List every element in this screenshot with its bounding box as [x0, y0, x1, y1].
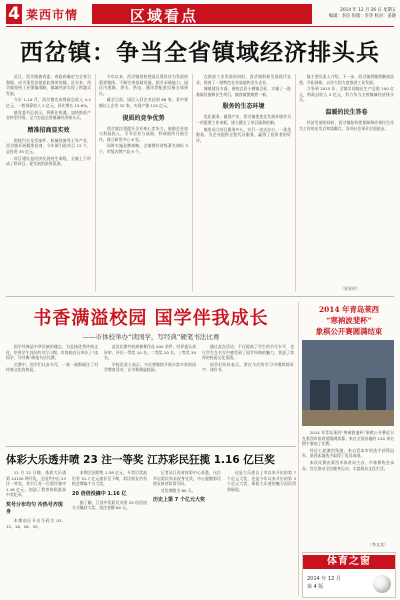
paragraph: 12 月 22 日晚，体彩大乐透第 14150 期开奖，全国共中出 23 注一等奖，其中江苏一位彩民独中 1.16 亿元，创造了我省体彩最高中奖纪录。 — [6, 470, 66, 498]
paragraph: 优化服务，做强产业，西岔镇把优化发展环境作为一项重要工作来抓，建立健全了项目服务机制。 — [196, 114, 291, 125]
paragraph: 记者从江苏省体彩中心获悉，这位幸运彩民尚未现身兑奖，中心提醒彩民朋友核对彩票号码。 — [153, 470, 221, 487]
ad-date: 2014 年 12 月 — [307, 576, 341, 582]
article2-subheadline: ——市体校举办“读国学，写经典”硬笔书法比赛 — [82, 333, 220, 341]
paragraph: 城镇建设方面，围绕宜居小城镇目标，实施了一批基础设施和民生项目，镇容镇貌焕然一新。 — [196, 86, 291, 97]
soccer-ball-icon — [373, 575, 391, 593]
article1-column-2 — [99, 74, 188, 292]
article2-headline: 书香满溢校园 国学伴我成长 — [33, 308, 269, 329]
article1-subheading-4: 温暖的民生答卷 — [325, 108, 368, 116]
article1-column-4 — [299, 74, 394, 284]
paragraph: 通过此次活动，不仅提高了学生的书写水平，也让学生在书写中感受到了国学经典的魅力，营造了浓厚的校园文化氛围。 — [202, 344, 294, 361]
photo-figure — [338, 384, 358, 412]
photo-figure — [366, 378, 386, 410]
paragraph: 本期前区开出号码为 03、12、16、26、35。 — [6, 517, 66, 529]
chess-tournament-body — [302, 430, 394, 548]
paragraph: 力争到 2015 年，全镇实现地区生产总值 100 亿元，财政总收入 5 亿元，努力争当全省镇域经济排头兵。 — [299, 86, 394, 103]
photo-figure — [310, 380, 330, 410]
article2-column-1 — [6, 344, 98, 444]
article3-headline: 体彩大乐透井喷 23 注一等奖 江苏彩民狂揽 1.16 亿巨奖 — [6, 454, 275, 466]
section-divider — [6, 446, 296, 447]
paragraph: 经过七轮激烈角逐，来自青岛市的选手获得冠军，莱西本地选手取得了优异成绩。 — [302, 447, 394, 459]
paragraph: 据了解，江苏中奖彩民采用 20 倍倍投方式擒获大奖，投注金额 60 元。 — [72, 499, 147, 511]
paragraph: 镇里成立项目服务中心，实行一站式办公、一条龙服务，为企业提供全程代办服务，赢得了投资者的好评。 — [196, 126, 291, 143]
ad-title: 体育之窗 — [303, 555, 395, 569]
paragraph: 今年以来，西岔镇坚持把园区建设作为发展的重要载体，不断完善基础设施，提升承载能力。园区内道路、供水、供电、通讯等配套设施全部到位。 — [99, 74, 188, 96]
headline-line: “寒衲波斐杯” — [326, 316, 372, 325]
paragraph: 西岔镇注重提升企业核心竞争力，鼓励企业加大科技投入，引导企业与高校、科研院所开展合作，建立研发中心 6 处。 — [99, 125, 188, 142]
paragraph: 此次比赛共收到参赛作品 200 余件，经评委认真评审，评出一等奖 10 名、二等奖 20 名、三等奖 30 名。 — [104, 344, 196, 361]
paragraph: 项目建设是经济发展的生命线，全镇上下形成了抓项目、促发展的浓厚氛围。 — [6, 155, 91, 167]
article1-byline: （宋亚玲） — [340, 286, 360, 291]
issue-date — [306, 8, 396, 19]
paragraph: 镇主要负责人介绍，下一步，西岔镇将继续解放思想、开拓创新，以更大的力度推进工业发展。 — [299, 74, 394, 85]
paragraph: 比赛中，同学们认真书写，一笔一画都倾注了对传统文化的热爱。 — [6, 361, 98, 373]
section-title: 区域看点 — [130, 7, 199, 25]
section-label: 莱西市情 — [26, 8, 79, 22]
article3-subheading-2: 20 倍倍投擒中 1.16 亿 — [72, 490, 127, 497]
paragraph: 近日，西岔镇被省委、省政府确定为全省百强镇，成为莱西首批获此殊荣的镇。近年来，西岔镇坚持工业强镇战略，镇域经济实现了跨越式发展。 — [6, 74, 91, 96]
header-divider — [6, 26, 394, 27]
paragraph: 学校负责人表示，今后将继续开展丰富多彩的国学教育活动，让书香满溢校园。 — [104, 361, 196, 373]
article3-column-4 — [227, 470, 296, 598]
paragraph: 今年 1-10 月，西岔镇完成财政总收入 4.2 亿元，一般预算收入 2 亿元，同比增长 15.6%。 — [6, 97, 91, 108]
ad-edition: 第 4 版 — [307, 584, 324, 590]
article2-column-3 — [202, 344, 294, 444]
article1-column-1 — [6, 74, 91, 292]
paragraph: 同学们纷纷表示，要在今后的学习中继续练好字、读好书。 — [202, 361, 294, 373]
article1-column-3 — [196, 74, 291, 292]
headline-line: 2014 年青岛莱西 — [318, 305, 380, 314]
paragraph: 本期全国销售 1.58 亿元，开奖后奖池仍有 31.7 亿元滚存至下期，彩民朋友仍有机会博取千万大奖。 — [72, 470, 147, 487]
column-divider — [298, 302, 299, 596]
article1-subheading-3: 服务的生态环境 — [222, 103, 265, 111]
paragraph: 镇党委书记表示，将抓住机遇，加快推进产业转型升级，全力打造全省镇域经济排头兵。 — [6, 109, 91, 121]
paragraph: 兑奖期限为 60 天。 — [160, 487, 196, 493]
article3-column-3 — [153, 470, 221, 598]
section-banner — [92, 4, 312, 24]
editor-line: 编辑：李洁 组版：李华 校对：姜晓 — [328, 13, 396, 19]
paragraph: 同时实施品牌战略，全镇拥有省级著名商标 5 个，市级名牌产品 9 个。 — [99, 143, 188, 154]
chess-tournament-byline: （李文龙） — [368, 542, 388, 547]
paragraph: 本次比赛由莱西市体育局主办，市象棋协会承办，旨在推动全民健身运动，丰富群众文化生活。 — [302, 459, 394, 471]
article2-column-2 — [104, 344, 196, 444]
column-divider — [95, 74, 96, 292]
paragraph: 围绕汽车及零部件、机械装备等主导产业，西岔镇开展精准招商，今年新引进项目 12 个，总投资 35 亿元。 — [6, 137, 91, 154]
paragraph: 在推进工业发展的同时，西岔镇积极发展现代农业，培育了一批特色农业基地和龙头企业。 — [196, 74, 291, 85]
column-divider — [295, 74, 296, 292]
chess-tournament-photo — [302, 340, 394, 426]
paragraph: 2014 年青岛莱西“寒衲波斐杯”象棋公开赛近日在莱西市体育馆圆满落幕，来自全国各地的 120 余名棋手参加了比赛。 — [302, 430, 394, 447]
sports-window-ad — [302, 552, 396, 598]
photo-table — [302, 410, 394, 426]
paragraph: 国学经典是中华民族的瑰宝，为弘扬优秀传统文化，培养学生良好的书写习惯，市体校近日举办了“读国学，写经典”硬笔书法比赛。 — [6, 344, 98, 361]
paragraph: 截至目前，园区入驻企业达到 86 家，其中规模以上企业 32 家，实现产值 120 亿元。 — [99, 97, 188, 108]
article3-subheading-1: 奖号分布均匀 冷热号齐现身 — [6, 501, 63, 515]
section-divider — [6, 296, 394, 297]
article3-column-2 — [72, 470, 147, 598]
column-divider — [192, 74, 193, 292]
article3-column-1 — [6, 470, 66, 598]
article1-subheading-2: 提质的竞争优势 — [122, 114, 165, 122]
headline-line: 象棋公开赛圆满结束 — [315, 327, 383, 336]
chess-tournament-headline — [302, 304, 396, 337]
paragraph: 经济发展的同时，西岔镇始终把保障和改善民生作为工作的出发点和落脚点，各项社会事业全面进步。 — [299, 119, 394, 131]
page-number: 4 — [6, 4, 22, 24]
article1-headline: 西岔镇：争当全省镇域经济排头兵 — [20, 39, 380, 66]
paragraph: 这是大乐透自上市以来开出的第 7 个亿元大奖，也是今年以来开出的第 3 个亿元大奖，体彩大乐透的魅力再次得到展现。 — [227, 470, 296, 492]
article3-subheading-3: 历史上第 7 个亿元大奖 — [153, 497, 205, 504]
article1-subheading-1: 精准招商显实效 — [27, 126, 70, 134]
date-line: 2014 年 12 月 26 日 星期五 — [340, 8, 396, 13]
